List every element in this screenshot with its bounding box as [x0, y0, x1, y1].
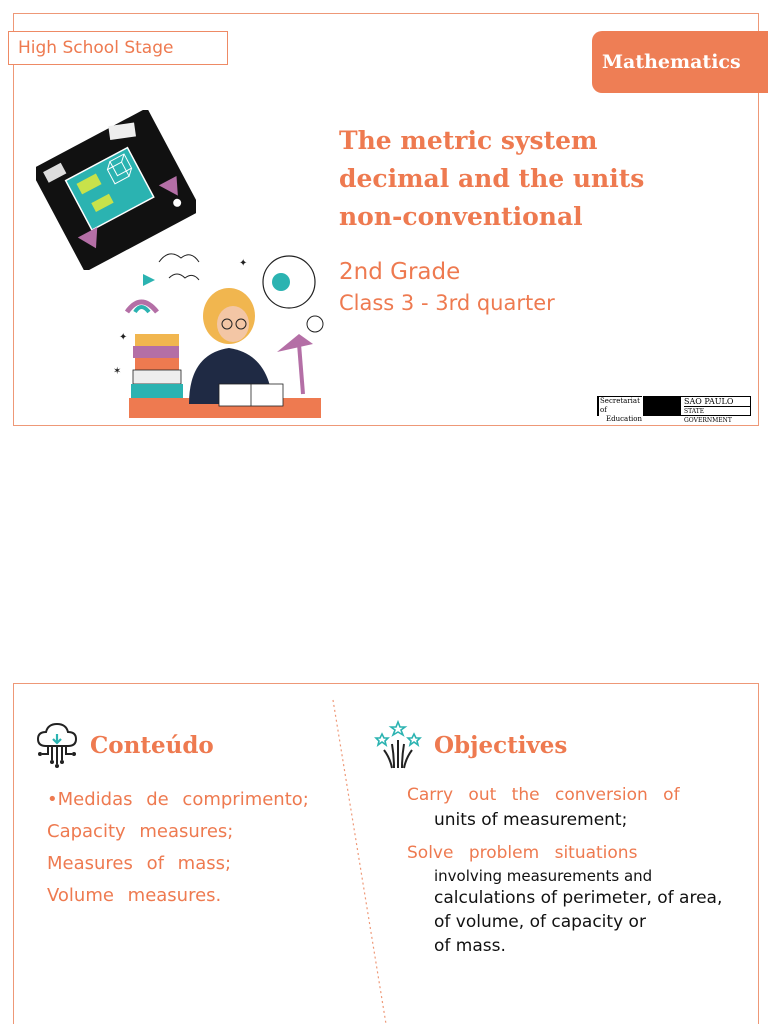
- secretariat-line: Education: [606, 415, 642, 423]
- content-heading: Conteúdo: [90, 731, 214, 759]
- objective-line: units of measurement;: [434, 810, 628, 830]
- title-line: decimal and the units: [339, 164, 645, 193]
- objective-line: calculations of perimeter, of area,: [434, 888, 723, 908]
- secretariat-line: Secretariat of: [600, 397, 640, 414]
- content-slide: [13, 683, 759, 1024]
- objective-line: Carry out the conversion of: [407, 785, 680, 805]
- title-slide: [13, 13, 759, 426]
- fireworks-icon: [374, 720, 422, 770]
- subject-tab: Mathematics: [592, 31, 768, 93]
- svg-text:✦: ✦: [119, 332, 128, 343]
- title-line: non-conventional: [339, 202, 583, 231]
- list-item: •Medidas de comprimento;: [47, 789, 309, 810]
- state-line: STATE GOVERNMENT: [684, 406, 750, 425]
- objectives-list: [407, 782, 752, 958]
- svg-text:✶: ✶: [113, 366, 122, 377]
- objective-line: involving measurements and: [434, 867, 653, 885]
- list-item: Capacity measures;: [47, 821, 234, 842]
- logo-block: [643, 396, 681, 416]
- objectives-header: [374, 720, 567, 770]
- teacher-illustration: [99, 244, 329, 424]
- class-quarter-label: Class 3 - 3rd quarter: [339, 291, 555, 315]
- list-item: Measures of mass;: [47, 853, 232, 874]
- grade-label: 2nd Grade: [339, 259, 461, 285]
- stage-label: High School Stage: [8, 31, 228, 65]
- presentation-title: [339, 122, 739, 236]
- objective-line: of volume, of capacity or: [434, 912, 646, 932]
- cloud-network-icon: [36, 722, 78, 768]
- content-list: [47, 784, 309, 912]
- state-line: SAO PAULO: [684, 397, 734, 406]
- secretariat-text: [597, 396, 642, 423]
- objective-line: of mass.: [434, 936, 506, 956]
- objectives-heading: Objectives: [434, 731, 568, 759]
- content-header: [36, 722, 214, 768]
- svg-text:✦: ✦: [239, 258, 248, 269]
- objective-line: Solve problem situations: [407, 843, 638, 863]
- title-line: The metric system: [339, 126, 598, 155]
- list-item: Volume measures.: [47, 885, 222, 906]
- government-logo: [597, 396, 752, 424]
- state-text: [681, 396, 751, 424]
